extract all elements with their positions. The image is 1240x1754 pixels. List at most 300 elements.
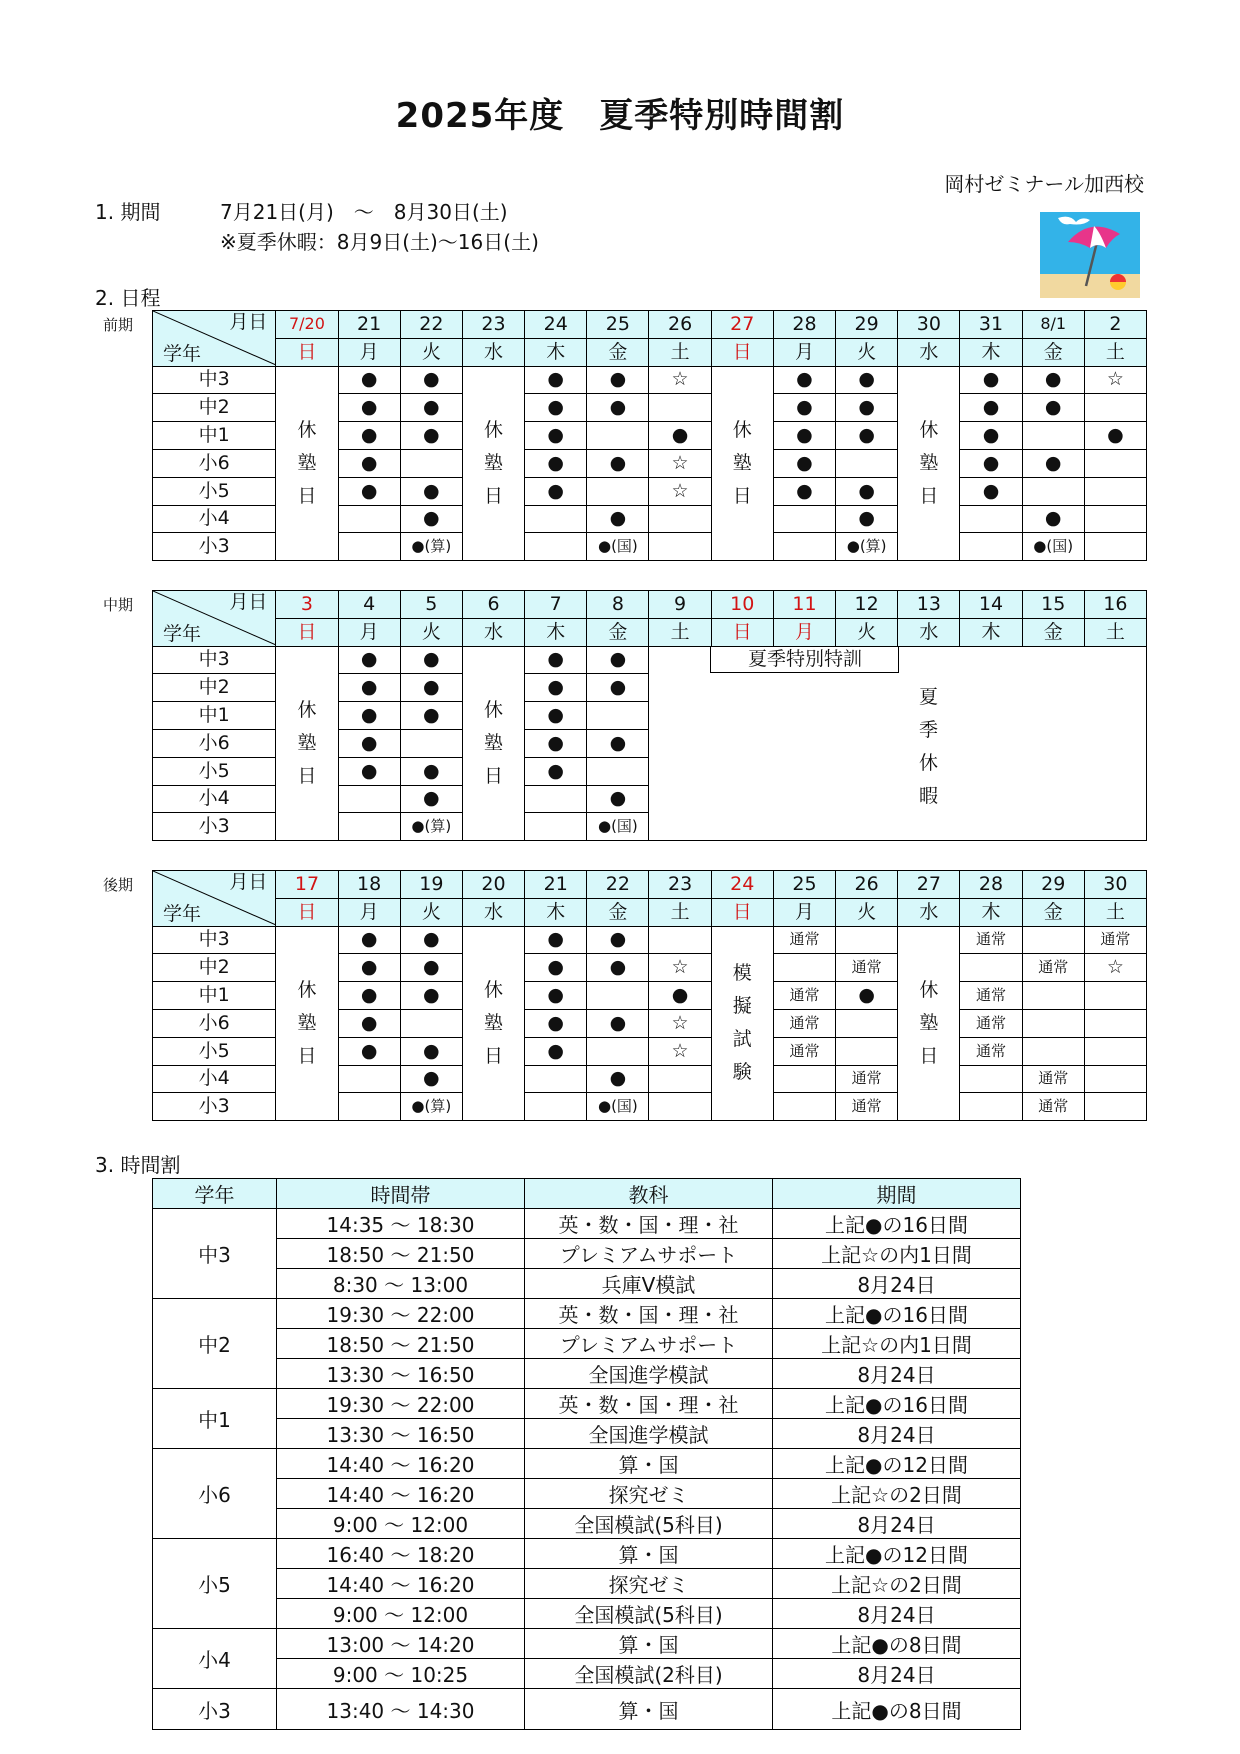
closed-day-cell: 休 塾 日: [711, 366, 773, 561]
closed-day-cell: 休 塾 日: [462, 926, 524, 1121]
middle-period-table: [152, 590, 1147, 841]
subject-cell: 全国模試(5科目): [525, 1599, 773, 1629]
grade-cell: 中3: [153, 646, 276, 674]
weekday-cell: 木: [960, 898, 1022, 926]
beach-umbrella-icon: [1040, 212, 1140, 298]
class-mark: ●: [400, 785, 462, 813]
date-cell: 23: [462, 311, 524, 339]
date-cell: 21: [338, 311, 400, 339]
class-mark: ●: [587, 366, 649, 394]
date-cell: 2: [1084, 311, 1146, 339]
weekday-cell: 土: [1084, 618, 1146, 646]
empty-cell: [400, 449, 462, 477]
grade-cell: 小6: [153, 1009, 276, 1037]
class-mark: ●: [525, 449, 587, 477]
subject-cell: 算・国: [525, 1689, 773, 1730]
class-mark: ●: [525, 422, 587, 450]
class-mark: ●: [649, 422, 711, 450]
grade-cell: 小4: [153, 1629, 277, 1689]
class-mark: ●(算): [836, 533, 898, 561]
class-mark: ●: [338, 954, 400, 982]
closed-day-cell: 休 塾 日: [276, 366, 338, 561]
grade-cell: 小3: [153, 1689, 277, 1730]
empty-cell: [649, 505, 711, 533]
subject-cell: 英・数・国・理・社: [525, 1209, 773, 1239]
weekday-cell: 水: [462, 338, 524, 366]
date-cell: 7: [525, 591, 587, 619]
class-mark: 通常: [773, 1009, 835, 1037]
weekday-cell: 水: [898, 338, 960, 366]
timetable-header: 期間: [773, 1179, 1021, 1209]
class-mark: ●: [338, 477, 400, 505]
empty-cell: [773, 954, 835, 982]
grade-cell: 小6: [153, 1449, 277, 1539]
schedule-section-label: 2. 日程: [95, 286, 161, 310]
weekday-cell: 水: [898, 898, 960, 926]
class-mark: 通常: [960, 926, 1022, 954]
class-mark: ●: [400, 926, 462, 954]
time-cell: 14:40 ～ 16:20: [277, 1449, 525, 1479]
table-row: [153, 1389, 1021, 1419]
corner-cell: [153, 871, 276, 927]
subject-cell: 算・国: [525, 1629, 773, 1659]
empty-cell: [587, 422, 649, 450]
class-mark: ●: [587, 729, 649, 757]
closed-day-cell: 休 塾 日: [462, 366, 524, 561]
class-mark: ●(国): [587, 1093, 649, 1121]
date-cell: 18: [338, 871, 400, 899]
weekday-cell: 日: [276, 618, 338, 646]
empty-cell: [338, 1093, 400, 1121]
time-cell: 13:30 ～ 16:50: [277, 1359, 525, 1389]
class-mark: ●: [587, 785, 649, 813]
grade-cell: 中2: [153, 954, 276, 982]
weekday-cell: 日: [711, 618, 773, 646]
first-period-tag: 前期: [103, 316, 134, 334]
class-mark: ●: [587, 394, 649, 422]
grade-cell: 中2: [153, 674, 276, 702]
empty-cell: [338, 1065, 400, 1093]
date-cell: 25: [773, 871, 835, 899]
class-mark: ☆: [649, 449, 711, 477]
class-mark: 通常: [773, 982, 835, 1010]
class-mark: 通常: [960, 1037, 1022, 1065]
grade-cell: 小6: [153, 729, 276, 757]
class-mark: ●: [400, 477, 462, 505]
weekday-cell: 月: [338, 338, 400, 366]
period-cell: 上記●の8日間: [773, 1629, 1021, 1659]
weekday-cell: 金: [1022, 338, 1084, 366]
weekday-cell: 木: [525, 338, 587, 366]
empty-cell: [773, 1065, 835, 1093]
class-mark: ☆: [649, 1009, 711, 1037]
subject-cell: 全国進学模試: [525, 1359, 773, 1389]
time-cell: 13:40 ～ 14:30: [277, 1689, 525, 1730]
weekday-cell: 月: [338, 898, 400, 926]
date-cell: 29: [1022, 871, 1084, 899]
empty-cell: [1022, 1009, 1084, 1037]
class-mark: ●: [525, 729, 587, 757]
class-mark: ●: [525, 954, 587, 982]
weekday-cell: 土: [649, 338, 711, 366]
weekday-cell: 土: [649, 898, 711, 926]
class-mark: ☆: [1084, 954, 1146, 982]
page-title: 2025年度 夏季特別時間割: [395, 96, 845, 136]
date-cell: 8/1: [1022, 311, 1084, 339]
weekday-cell: 月: [773, 898, 835, 926]
subject-cell: プレミアムサポート: [525, 1239, 773, 1269]
time-cell: 8:30 ～ 13:00: [277, 1269, 525, 1299]
last-period-tag: 後期: [103, 876, 134, 894]
class-mark: ●: [400, 1065, 462, 1093]
period-cell: 上記☆の内1日間: [773, 1329, 1021, 1359]
period-cell: 8月24日: [773, 1599, 1021, 1629]
class-mark: ●: [400, 394, 462, 422]
weekday-cell: 水: [898, 618, 960, 646]
subject-cell: 全国模試(2科目): [525, 1659, 773, 1689]
empty-cell: [960, 533, 1022, 561]
empty-cell: [338, 533, 400, 561]
class-mark: ☆: [649, 954, 711, 982]
class-mark: ●: [773, 449, 835, 477]
period-section-label: 1. 期間: [95, 200, 161, 224]
date-cell: 28: [773, 311, 835, 339]
date-cell: 30: [898, 311, 960, 339]
empty-cell: [1022, 477, 1084, 505]
date-cell: 26: [836, 871, 898, 899]
closed-day-cell: 休 塾 日: [276, 926, 338, 1121]
summer-break-label: 夏 季 休 暇: [918, 685, 938, 807]
class-mark: ●: [525, 646, 587, 674]
class-mark: ●: [338, 757, 400, 785]
weekday-cell: 月: [773, 618, 835, 646]
timetable-section-label: 3. 時間割: [95, 1153, 181, 1177]
empty-cell: [525, 1065, 587, 1093]
period-cell: 8月24日: [773, 1269, 1021, 1299]
class-mark: ●: [400, 366, 462, 394]
empty-cell: [525, 505, 587, 533]
weekday-cell: 日: [711, 338, 773, 366]
empty-cell: [649, 533, 711, 561]
period-note: ※夏季休暇：8月9日(土)～16日(土): [220, 230, 539, 254]
grade-label: 学年: [163, 342, 202, 365]
grade-cell: 小5: [153, 757, 276, 785]
time-cell: 16:40 ～ 18:20: [277, 1539, 525, 1569]
class-mark: 通常: [1022, 1093, 1084, 1121]
grade-label: 学年: [163, 622, 202, 645]
class-mark: ●: [525, 674, 587, 702]
class-mark: ●: [836, 982, 898, 1010]
class-mark: ●: [587, 646, 649, 674]
weekday-cell: 火: [836, 898, 898, 926]
corner-cell: [153, 311, 276, 367]
empty-cell: [836, 449, 898, 477]
date-cell: 13: [898, 591, 960, 619]
weekday-cell: 金: [587, 338, 649, 366]
table-row: [153, 1239, 1021, 1269]
grade-cell: 小6: [153, 449, 276, 477]
table-row: [153, 1689, 1021, 1730]
empty-cell: [525, 533, 587, 561]
class-mark: ●(国): [587, 813, 649, 841]
date-cell: 3: [276, 591, 338, 619]
empty-cell: [587, 702, 649, 730]
subject-cell: 探究ゼミ: [525, 1569, 773, 1599]
class-mark: ●: [525, 982, 587, 1010]
class-mark: ●: [587, 954, 649, 982]
weekday-cell: 土: [649, 618, 711, 646]
date-cell: 27: [898, 871, 960, 899]
grade-cell: 小5: [153, 1037, 276, 1065]
class-mark: ●: [836, 394, 898, 422]
class-mark: ●: [525, 394, 587, 422]
weekday-cell: 水: [462, 898, 524, 926]
grade-cell: 小3: [153, 1093, 276, 1121]
class-mark: ●: [773, 366, 835, 394]
class-mark: ☆: [649, 366, 711, 394]
subject-cell: 算・国: [525, 1539, 773, 1569]
table-row: [153, 1209, 1021, 1239]
period-cell: 上記☆の内1日間: [773, 1239, 1021, 1269]
class-mark: ●: [525, 477, 587, 505]
weekday-cell: 日: [276, 338, 338, 366]
class-mark: ●: [400, 674, 462, 702]
date-cell: 5: [400, 591, 462, 619]
date-cell: 29: [836, 311, 898, 339]
grade-cell: 中1: [153, 702, 276, 730]
empty-cell: [1022, 926, 1084, 954]
closed-day-cell: 休 塾 日: [898, 366, 960, 561]
empty-cell: [587, 1037, 649, 1065]
class-mark: ●: [587, 449, 649, 477]
class-mark: ●: [338, 394, 400, 422]
subject-cell: 全国模試(5科目): [525, 1509, 773, 1539]
weekday-cell: 金: [587, 898, 649, 926]
grade-cell: 中1: [153, 982, 276, 1010]
class-mark: ●: [525, 366, 587, 394]
grade-cell: 中1: [153, 422, 276, 450]
date-cell: 19: [400, 871, 462, 899]
class-mark: ●: [400, 757, 462, 785]
date-cell: 11: [773, 591, 835, 619]
class-mark: ●: [338, 366, 400, 394]
subject-cell: 探究ゼミ: [525, 1479, 773, 1509]
closed-day-cell: 休 塾 日: [898, 926, 960, 1121]
table-row: [153, 1359, 1021, 1389]
class-mark: ●: [525, 702, 587, 730]
period-cell: 上記●の16日間: [773, 1209, 1021, 1239]
date-cell: 15: [1022, 591, 1084, 619]
empty-cell: [525, 813, 587, 841]
empty-cell: [338, 785, 400, 813]
class-mark: ●: [400, 954, 462, 982]
period-cell: 上記●の8日間: [773, 1689, 1021, 1730]
table-row: [153, 1269, 1021, 1299]
grade-cell: 中3: [153, 366, 276, 394]
mock-exam-cell: 模 擬 試 験: [711, 926, 773, 1121]
class-mark: ●: [960, 449, 1022, 477]
class-mark: ●: [1022, 394, 1084, 422]
table-row: [153, 1539, 1021, 1569]
empty-cell: [1084, 505, 1146, 533]
class-mark: ☆: [649, 477, 711, 505]
class-mark: ●: [338, 1009, 400, 1037]
class-mark: ●: [836, 366, 898, 394]
class-mark: ●(算): [400, 533, 462, 561]
class-mark: ●: [400, 505, 462, 533]
empty-cell: [1022, 982, 1084, 1010]
empty-cell: [338, 813, 400, 841]
class-mark: ●: [773, 422, 835, 450]
date-cell: 17: [276, 871, 338, 899]
class-mark: ●: [400, 1037, 462, 1065]
grade-cell: 中3: [153, 926, 276, 954]
middle-period-tag: 中期: [103, 596, 134, 614]
school-name: 岡村ゼミナール加西校: [944, 172, 1144, 196]
class-mark: ●: [525, 926, 587, 954]
grade-cell: 小5: [153, 477, 276, 505]
weekday-cell: 日: [711, 898, 773, 926]
class-mark: ●: [836, 422, 898, 450]
time-cell: 14:35 ～ 18:30: [277, 1209, 525, 1239]
period-cell: 上記☆の2日間: [773, 1479, 1021, 1509]
empty-cell: [960, 1093, 1022, 1121]
subject-cell: 算・国: [525, 1449, 773, 1479]
empty-cell: [1084, 449, 1146, 477]
class-mark: 通常: [773, 1037, 835, 1065]
class-mark: ●: [525, 1009, 587, 1037]
class-mark: ●: [400, 982, 462, 1010]
date-cell: 26: [649, 311, 711, 339]
empty-cell: [1084, 1037, 1146, 1065]
class-mark: ●: [338, 982, 400, 1010]
table-row: [153, 1659, 1021, 1689]
date-cell: 20: [462, 871, 524, 899]
empty-cell: [587, 982, 649, 1010]
empty-cell: [1022, 1037, 1084, 1065]
period-cell: 上記●の16日間: [773, 1389, 1021, 1419]
weekday-cell: 木: [525, 898, 587, 926]
class-mark: ●: [1084, 422, 1146, 450]
empty-cell: [773, 533, 835, 561]
date-cell: 31: [960, 311, 1022, 339]
class-mark: ●: [587, 505, 649, 533]
timetable-header: 教科: [525, 1179, 773, 1209]
empty-cell: [1022, 422, 1084, 450]
class-mark: ●: [338, 702, 400, 730]
table-row: [153, 1299, 1021, 1329]
empty-cell: [649, 1093, 711, 1121]
class-mark: ☆: [649, 1037, 711, 1065]
class-mark: ●: [400, 646, 462, 674]
date-cell: 27: [711, 311, 773, 339]
grade-cell: 小3: [153, 533, 276, 561]
corner-cell: [153, 591, 276, 647]
empty-cell: [960, 1065, 1022, 1093]
grade-cell: 小4: [153, 1065, 276, 1093]
month-day-label: 月日: [229, 591, 268, 613]
weekday-cell: 火: [836, 338, 898, 366]
time-cell: 9:00 ～ 10:25: [277, 1659, 525, 1689]
period-value: 7月21日(月) ～ 8月30日(土): [220, 200, 508, 224]
time-cell: 19:30 ～ 22:00: [277, 1389, 525, 1419]
date-cell: 22: [400, 311, 462, 339]
period-cell: 上記●の12日間: [773, 1449, 1021, 1479]
empty-cell: [649, 394, 711, 422]
time-cell: 9:00 ～ 12:00: [277, 1509, 525, 1539]
summer-break-area: [649, 646, 1147, 841]
subject-cell: 英・数・国・理・社: [525, 1389, 773, 1419]
class-mark: ●: [836, 477, 898, 505]
weekday-cell: 木: [960, 618, 1022, 646]
weekday-cell: 月: [338, 618, 400, 646]
class-mark: ●: [338, 646, 400, 674]
empty-cell: [1084, 533, 1146, 561]
empty-cell: [960, 505, 1022, 533]
empty-cell: [773, 1093, 835, 1121]
date-cell: 23: [649, 871, 711, 899]
table-row: [153, 1479, 1021, 1509]
timetable-header: 学年: [153, 1179, 277, 1209]
first-period-table: [152, 310, 1147, 561]
weekday-cell: 金: [587, 618, 649, 646]
class-mark: 通常: [1022, 1065, 1084, 1093]
empty-cell: [1084, 982, 1146, 1010]
class-mark: ●(国): [587, 533, 649, 561]
class-mark: ●: [525, 1037, 587, 1065]
class-mark: ●: [1022, 449, 1084, 477]
date-cell: 9: [649, 591, 711, 619]
subject-cell: 全国進学模試: [525, 1419, 773, 1449]
empty-cell: [773, 505, 835, 533]
class-mark: ●: [338, 674, 400, 702]
table-row: [153, 1629, 1021, 1659]
date-cell: 6: [462, 591, 524, 619]
grade-cell: 中3: [153, 1209, 277, 1299]
time-cell: 9:00 ～ 12:00: [277, 1599, 525, 1629]
class-mark: 通常: [960, 1009, 1022, 1037]
special-training-box: 夏季特別特訓: [710, 647, 899, 673]
date-cell: 30: [1084, 871, 1146, 899]
table-row: [153, 1569, 1021, 1599]
date-cell: 10: [711, 591, 773, 619]
date-cell: 4: [338, 591, 400, 619]
time-cell: 14:40 ～ 16:20: [277, 1479, 525, 1509]
class-mark: ●: [338, 1037, 400, 1065]
class-mark: ●: [960, 366, 1022, 394]
weekday-cell: 火: [400, 618, 462, 646]
empty-cell: [649, 1065, 711, 1093]
class-mark: ●: [960, 477, 1022, 505]
grade-cell: 中1: [153, 1389, 277, 1449]
weekday-cell: 木: [960, 338, 1022, 366]
weekday-cell: 土: [1084, 338, 1146, 366]
class-mark: 通常: [836, 1065, 898, 1093]
empty-cell: [587, 757, 649, 785]
empty-cell: [525, 785, 587, 813]
grade-cell: 小3: [153, 813, 276, 841]
class-mark: ●: [960, 394, 1022, 422]
date-cell: 16: [1084, 591, 1146, 619]
class-mark: ●: [587, 1009, 649, 1037]
class-mark: 通常: [836, 1093, 898, 1121]
time-cell: 13:30 ～ 16:50: [277, 1419, 525, 1449]
period-cell: 上記●の12日間: [773, 1539, 1021, 1569]
subject-cell: 英・数・国・理・社: [525, 1299, 773, 1329]
grade-cell: 小4: [153, 785, 276, 813]
class-mark: 通常: [960, 982, 1022, 1010]
grade-cell: 小5: [153, 1539, 277, 1629]
